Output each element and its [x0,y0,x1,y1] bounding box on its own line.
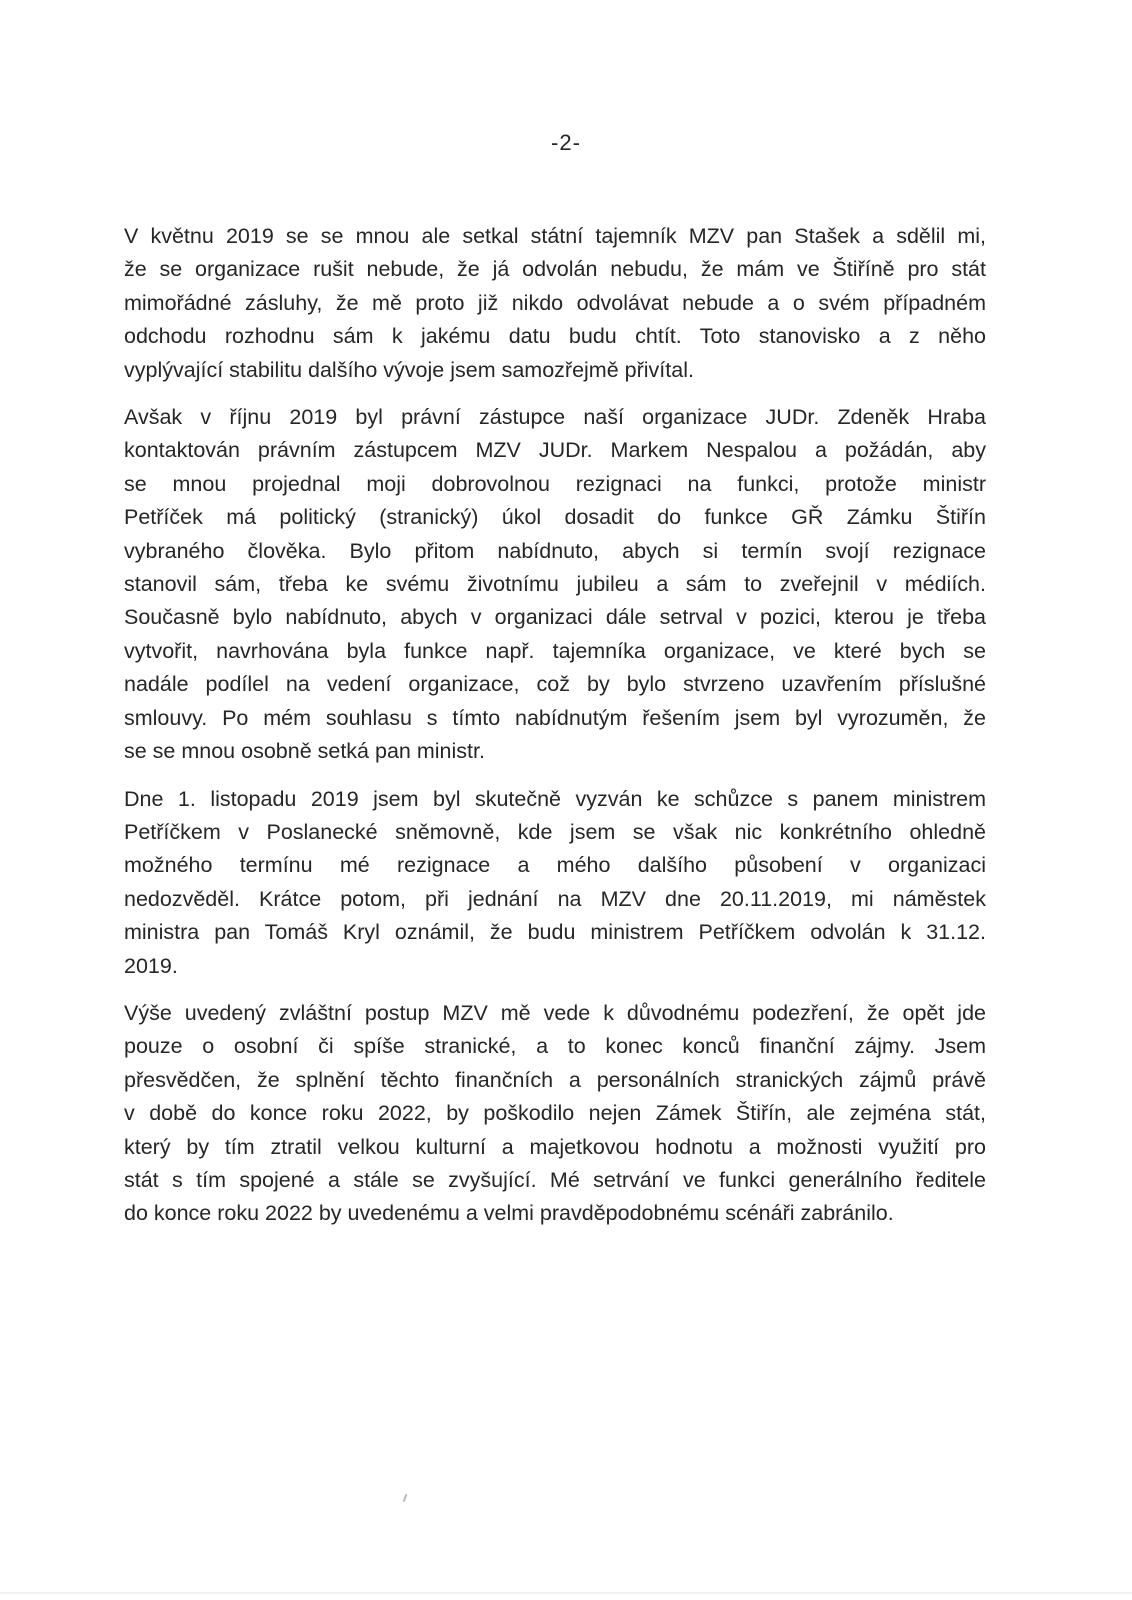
text-line: který by tím ztratil velkou kulturní a majetkovou hodnotu a možnosti využití pro [124,1134,986,1159]
text-line: se se mnou osobně setká pan ministr. [124,739,485,764]
text-line: nedozvěděl. Krátce potom, při jednání na MZV dne 20.11.2019, mi náměstek [124,886,986,911]
paragraph-1 [124,220,986,387]
scan-edge [0,1592,1132,1594]
text-line: odchodu rozhodnu sám k jakému datu budu chtít. Toto stanovisko a z něho [124,324,986,349]
paragraph-4 [124,997,986,1231]
text-line: Současně bylo nabídnuto, abych v organizaci dále setrval v pozici, kterou je třeba [124,605,986,630]
text-line: se mnou projednal moji dobrovolnou rezignaci na funkci, protože ministr [124,471,986,496]
text-line: stanovil sám, třeba ke svému životnímu jubileu a sám to zveřejnil v médiích. [124,572,986,597]
text-line: možného termínu mé rezignace a mého dalšího působení v organizaci [124,853,986,878]
text-line: V květnu 2019 se se mnou ale setkal státní tajemník MZV pan Stašek a sdělil mi, [124,224,986,248]
text-line: mimořádné zásluhy, že mě proto již nikdo odvolávat nebude a o svém případném [124,290,986,315]
text-line: Avšak v říjnu 2019 byl právní zástupce naší organizace JUDr. Zdeněk Hraba [124,405,986,430]
text-line: že se organizace rušit nebude, že já odvolán nebudu, že mám ve Štiříně pro stát [124,257,986,282]
text-line: do konce roku 2022 by uvedenému a velmi pravděpodobnému scénáři zabránilo. [124,1201,894,1226]
text-line: Petříček má politický (stranický) úkol dosadit do funkce GŘ Zámku Štiřín [124,505,986,530]
text-line: 2019. [124,953,178,978]
text-line: pouze o osobní či spíše stranické, a to konec konců finanční zájmy. Jsem [124,1034,986,1059]
scan-mark [403,1494,408,1502]
text-line: Výše uvedený zvláštní postup MZV mě vede k důvodnému podezření, že opět jde [124,1000,986,1025]
text-line: v době do konce roku 2022, by poškodilo nejen Zámek Štiřín, ale zejména stát, [124,1101,986,1126]
text-line: Petříčkem v Poslanecké sněmovně, kde jsem se však nic konkrétního ohledně [124,819,986,844]
text-line: kontaktován právním zástupcem MZV JUDr. Markem Nespalou a požádán, aby [124,438,986,463]
text-line: vytvořit, navrhována byla funkce např. tajemníka organizace, ve které bych se [124,638,986,663]
text-line: Dne 1. listopadu 2019 jsem byl skutečně vyzván ke schůzce s panem ministrem [124,786,986,811]
document-body [124,220,986,1245]
text-line: nadále podílel na vedení organizace, což by bylo stvrzeno uzavřením příslušné [124,672,986,697]
text-line: smlouvy. Po mém souhlasu s tímto nabídnutým řešením jsem byl vyrozuměn, že [124,705,986,730]
paragraph-2 [124,401,986,768]
text-line: vybraného člověka. Bylo přitom nabídnuto, abych si termín svojí rezignace [124,538,986,563]
page-number: -2- [551,130,581,155]
text-line: ministra pan Tomáš Kryl oznámil, že budu ministrem Petříčkem odvolán k 31.12. [124,920,986,945]
text-line: vyplývající stabilitu dalšího vývoje jsem samozřejmě přivítal. [124,357,694,382]
text-line: stát s tím spojené a stále se zvyšující. Mé setrvání ve funkci generálního ředitele [124,1167,986,1192]
text-line: přesvědčen, že splnění těchto finančních a personálních stranických zájmů právě [124,1067,986,1092]
paragraph-3 [124,783,986,983]
